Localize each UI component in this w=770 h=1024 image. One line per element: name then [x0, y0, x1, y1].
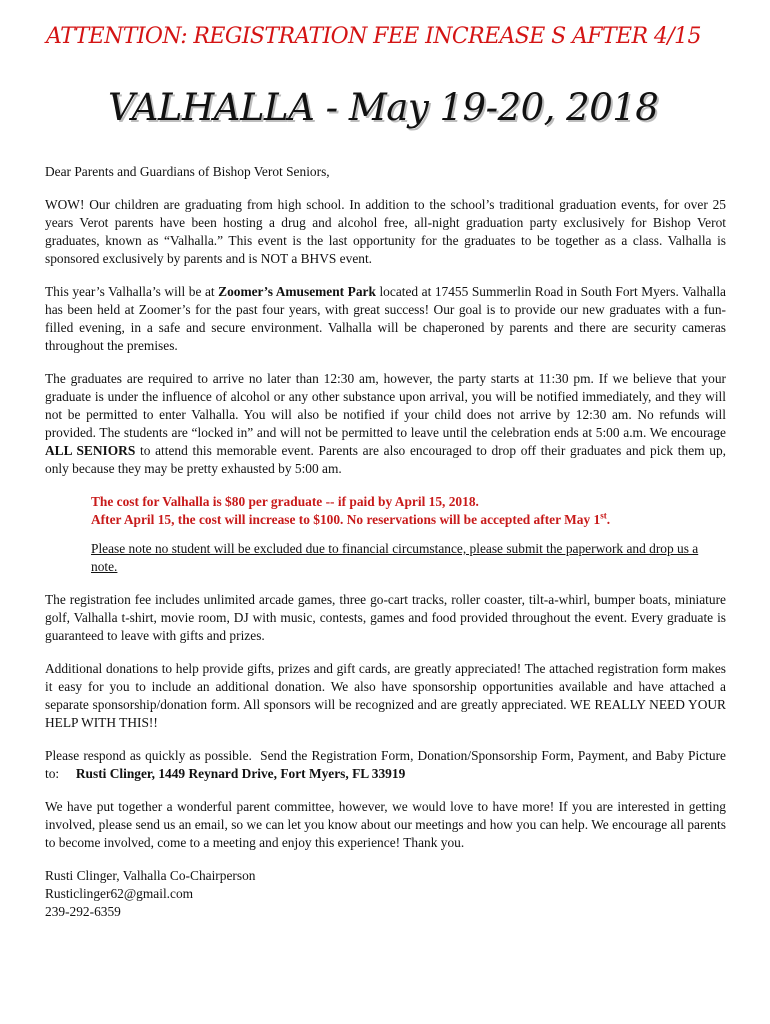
cost-line-1: The cost for Valhalla is $80 per graduate -- if paid by April 15, 2018.: [91, 494, 479, 509]
signature-phone: 239-292-6359: [45, 904, 121, 919]
all-seniors-emphasis: ALL SENIORS: [45, 443, 136, 458]
signature-name: Rusti Clinger, Valhalla Co-Chairperson: [45, 868, 256, 883]
attention-banner: ATTENTION: REGISTRATION FEE INCREASE S AFTER 4/15: [46, 24, 701, 49]
paragraph-donations: Additional donations to help provide gifts, prizes and gift cards, are greatly appreciated! The attached registration form makes it easy for you to include an additional donation. We also have sponsorship opportunities available and have attached a separate sponsorship/donation form. All sponsors will be recognized and are greatly appreciated. WE REALLY NEED YOUR HELP WITH THIS!!: [45, 661, 726, 730]
letter-body: [45, 163, 730, 921]
signature-email: Rusticlinger62@gmail.com: [45, 886, 194, 901]
mailing-address: Rusti Clinger, 1449 Reynard Drive, Fort Myers, FL 33919: [75, 766, 406, 781]
venue-name: Zoomer’s Amusement Park: [218, 284, 376, 299]
title-date: - May 19-20, 2018: [314, 86, 659, 129]
cost-line-2: After April 15, the cost will increase to $100. No reservations will be accepted after May 1st.: [91, 510, 611, 527]
salutation: Dear Parents and Guardians of Bishop Verot Seniors,: [45, 164, 330, 179]
event-title: [108, 86, 658, 129]
signature-block: [45, 867, 726, 921]
cost-notice: [45, 493, 726, 529]
paragraph-rules: The graduates are required to arrive no later than 12:30 am, however, the party starts at 11:30 pm. If we believe that your graduate is under the influence of alcohol or any other substance upon arrival, you will be notified immediately, and they will not be permitted to enter Valhalla. You will also be notified if your child does not arrive by 12:30 am. No refunds will provided. The students are “locked in” and will not be permitted to leave until the celebration ends at 5:00 a.m. We encourage ALL SENIORS to attend this memorable event. Parents are also encouraged to drop off their graduates and pick them up, only because they may be pretty exhausted by 5:00 am.: [45, 371, 726, 476]
paragraph-includes: The registration fee includes unlimited arcade games, three go-cart tracks, roller coaster, tilt-a-whirl, bumper boats, miniature golf, Valhalla t-shirt, movie room, DJ with music, contests, games and food provided throughout the event. Every graduate is guaranteed to leave with gifts and prizes.: [45, 592, 726, 643]
financial-note: Please note no student will be excluded due to financial circumstance, please submit the paperwork and drop us a note.: [91, 541, 699, 574]
title-main: VALHALLA: [108, 86, 315, 129]
paragraph-intro: WOW! Our children are graduating from high school. In addition to the school’s traditional graduation events, for over 25 years Verot parents have been hosting a drug and alcohol free, all-night graduation party exclusively for Bishop Verot graduates, known as “Valhalla.” This event is the last opportunity for the graduates to be together as a class. Valhalla is sponsored exclusively by parents and is NOT a BHVS event.: [45, 197, 726, 266]
paragraph-venue: This year’s Valhalla’s will be at Zoomer’s Amusement Park located at 17455 Summerlin Road in South Fort Myers. Valhalla has been held at Zoomer’s for the past four years, with great success! Our goal is to provide our new graduates with a fun-filled evening, in a safe and secure environment. Valhalla will be chaperoned by parents and there are security cameras throughout the premises.: [45, 284, 726, 353]
paragraph-respond: Please respond as quickly as possible. Send the Registration Form, Donation/Sponsorship Form, Payment, and Baby Picture to: Rusti Clinger, 1449 Reynard Drive, Fort Myers, FL 33919: [45, 748, 730, 781]
paragraph-committee: We have put together a wonderful parent committee, however, we would love to have more! If you are interested in getting involved, please send us an email, so we can let you know about our meetings and how you can help. We encourage all parents to become involved, come to a meeting and enjoy this experience! Thank you.: [45, 799, 726, 850]
